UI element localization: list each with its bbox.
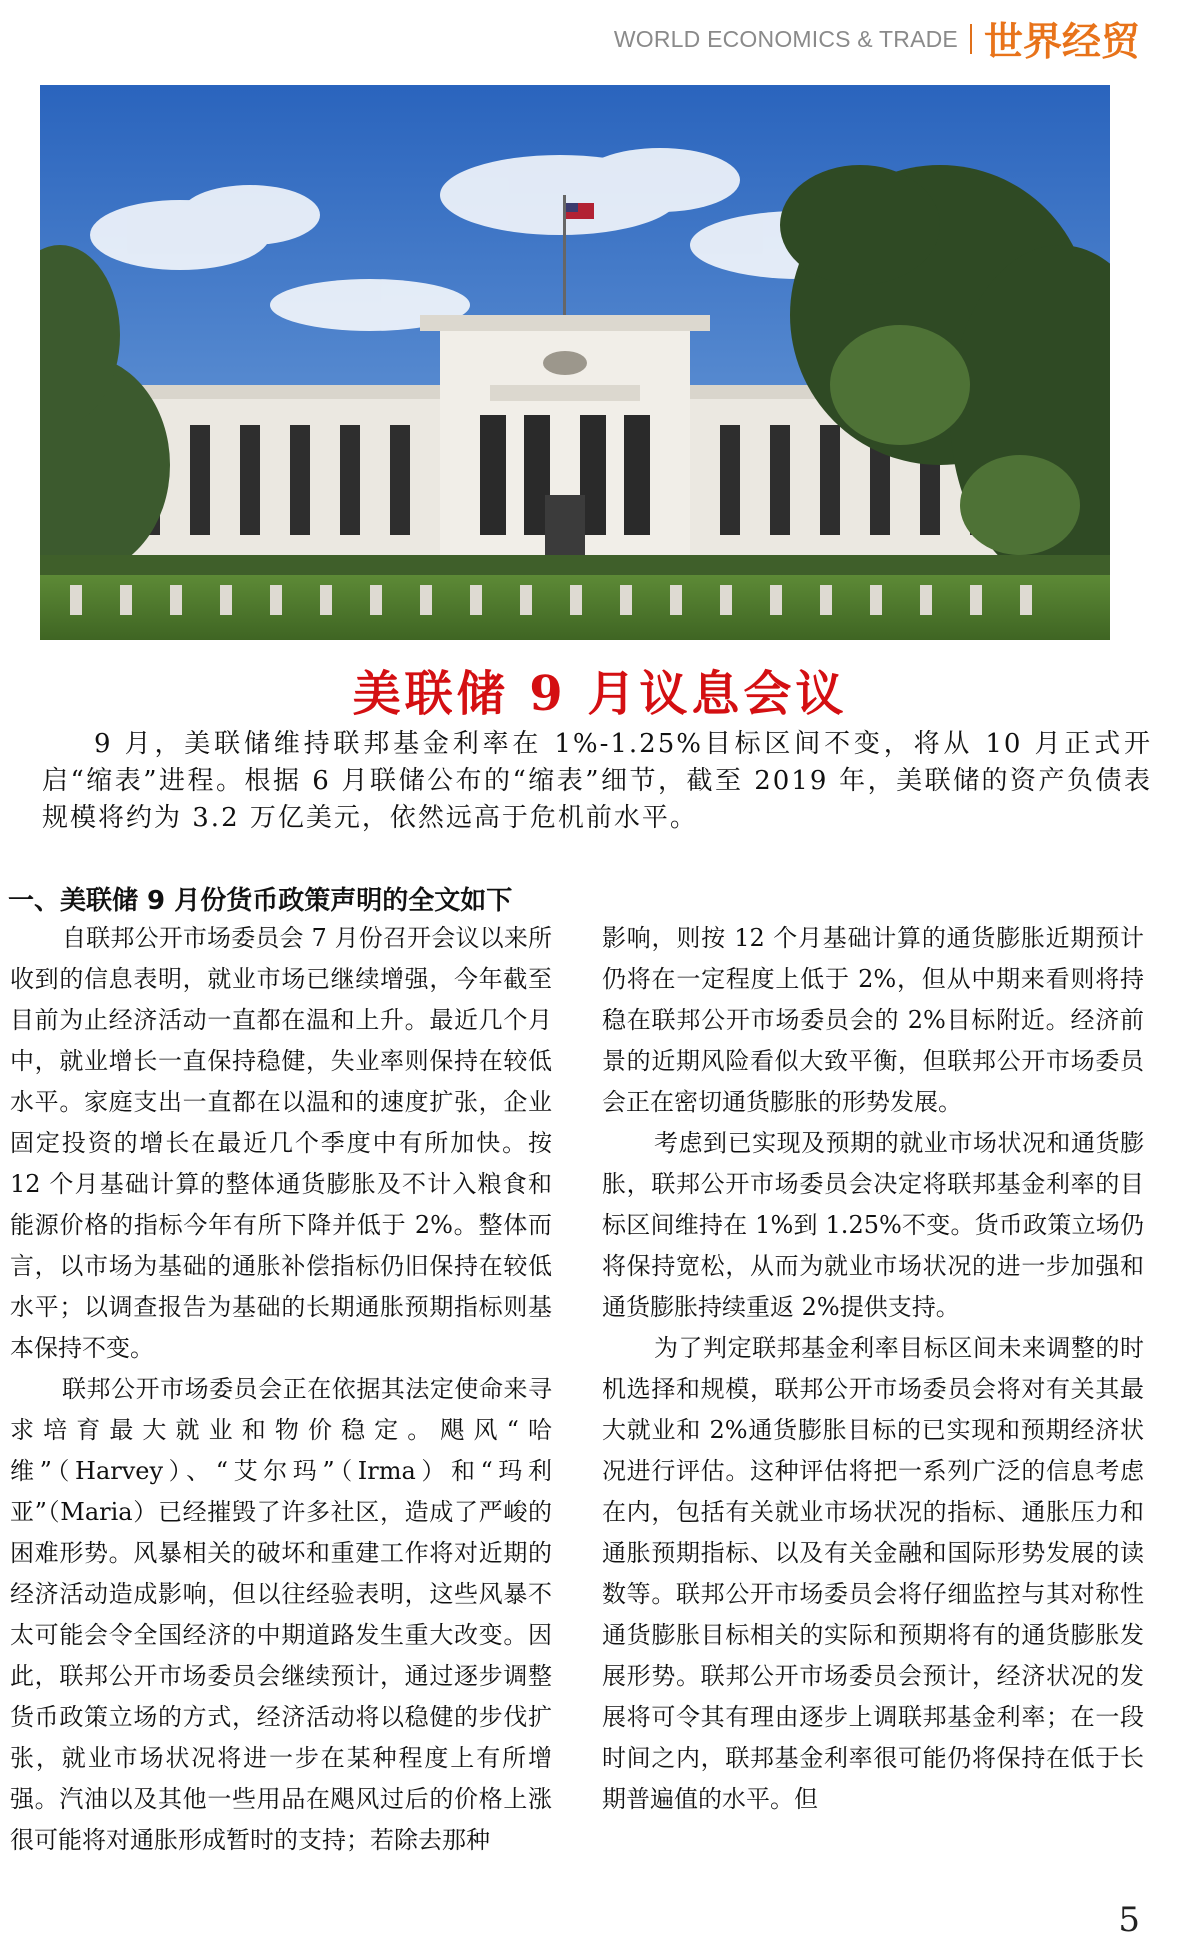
masthead (614, 14, 1140, 64)
paragraph: 自联邦公开市场委员会 7 月份召开会议以来所收到的信息表明，就业市场已继续增强，今年截至目前为止经济活动一直都在温和上升。最近几个月中，就业增长一直保持稳健，失业率则保持在较低水平。家庭支出一直都在以温和的速度扩张，企业固定投资的增长在最近几个季度中有所加快。按 12 个月基础计算的整体通货膨胀及不计入粮食和能源价格的指标今年有所下降并低于 2%。整体而言，以市场为基础的通胀补偿指标仍旧保持在较低水平；以调查报告为基础的长期通胀预期指标则基本保持不变。 (10, 924, 552, 1362)
article-lead: 9 月，美联储维持联邦基金利率在 1%-1.25%目标区间不变，将从 10 月正式开启“缩表”进程。根据 6 月联储公布的“缩表”细节，截至 2019 年，美联储的资产负债表规模将约为 3.2 万亿美元，依然远高于危机前水平。 (42, 729, 1152, 833)
masthead-divider (970, 24, 972, 54)
masthead-chinese: 世界经贸 (983, 20, 1140, 65)
paragraph: 考虑到已实现及预期的就业市场状况和通货膨胀，联邦公开市场委员会决定将联邦基金利率的目标区间维持在 1%到 1.25%不变。货币政策立场仍将保持宽松，从而为就业市场状况的进一步加强和通货膨胀持续重返 2%提供支持。 (602, 1129, 1144, 1321)
section-heading: 一、美联储 9 月份货币政策声明的全文如下 (8, 886, 513, 916)
federal-reserve-building-photo (40, 85, 1110, 640)
right-column (602, 918, 1144, 1820)
paragraph: 影响，则按 12 个月基础计算的通货膨胀近期预计仍将在一定程度上低于 2%，但从中期来看则将持稳在联邦公开市场委员会的 2%目标附近。经济前景的近期风险看似大致平衡，但联邦公开市场委员会正在密切通货膨胀的形势发展。 (602, 924, 1144, 1116)
page-number: 5 (1118, 1900, 1140, 1940)
left-column (10, 918, 552, 1861)
paragraph: 为了判定联邦基金利率目标区间未来调整的时机选择和规模，联邦公开市场委员会将对有关其最大就业和 2%通货膨胀目标的已实现和预期经济状况进行评估。这种评估将把一系列广泛的信息考虑在内，包括有关就业市场状况的指标、通胀压力和通胀预期指标、以及有关金融和国际形势发展的读数等。联邦公开市场委员会将仔细监控与其对称性通货膨胀目标相关的实际和预期将有的通货膨胀发展形势。联邦公开市场委员会预计，经济状况的发展将可令其有理由逐步上调联邦基金利率；在一段时间之内，联邦基金利率很可能仍将保持在低于长期普遍值的水平。但 (602, 1334, 1144, 1813)
article-title: 美联储 9 月议息会议 (352, 666, 848, 722)
masthead-english: WORLD ECONOMICS & TRADE (613, 25, 958, 52)
paragraph: 联邦公开市场委员会正在依据其法定使命来寻求培育最大就业和物价稳定。飓风“哈维”（Harvey）、“艾尔玛”（Irma）和“玛利亚”（Maria）已经摧毁了许多社区，造成了严峻的困难形势。风暴相关的破坏和重建工作将对近期的经济活动造成影响，但以往经验表明，这些风暴不太可能会令全国经济的中期道路发生重大改变。因此，联邦公开市场委员会继续预计，通过逐步调整货币政策立场的方式，经济活动将以稳健的步伐扩张，就业市场状况将进一步在某种程度上有所增强。汽油以及其他一些用品在飓风过后的价格上涨很可能将对通胀形成暂时的支持；若除去那种 (10, 1375, 552, 1854)
